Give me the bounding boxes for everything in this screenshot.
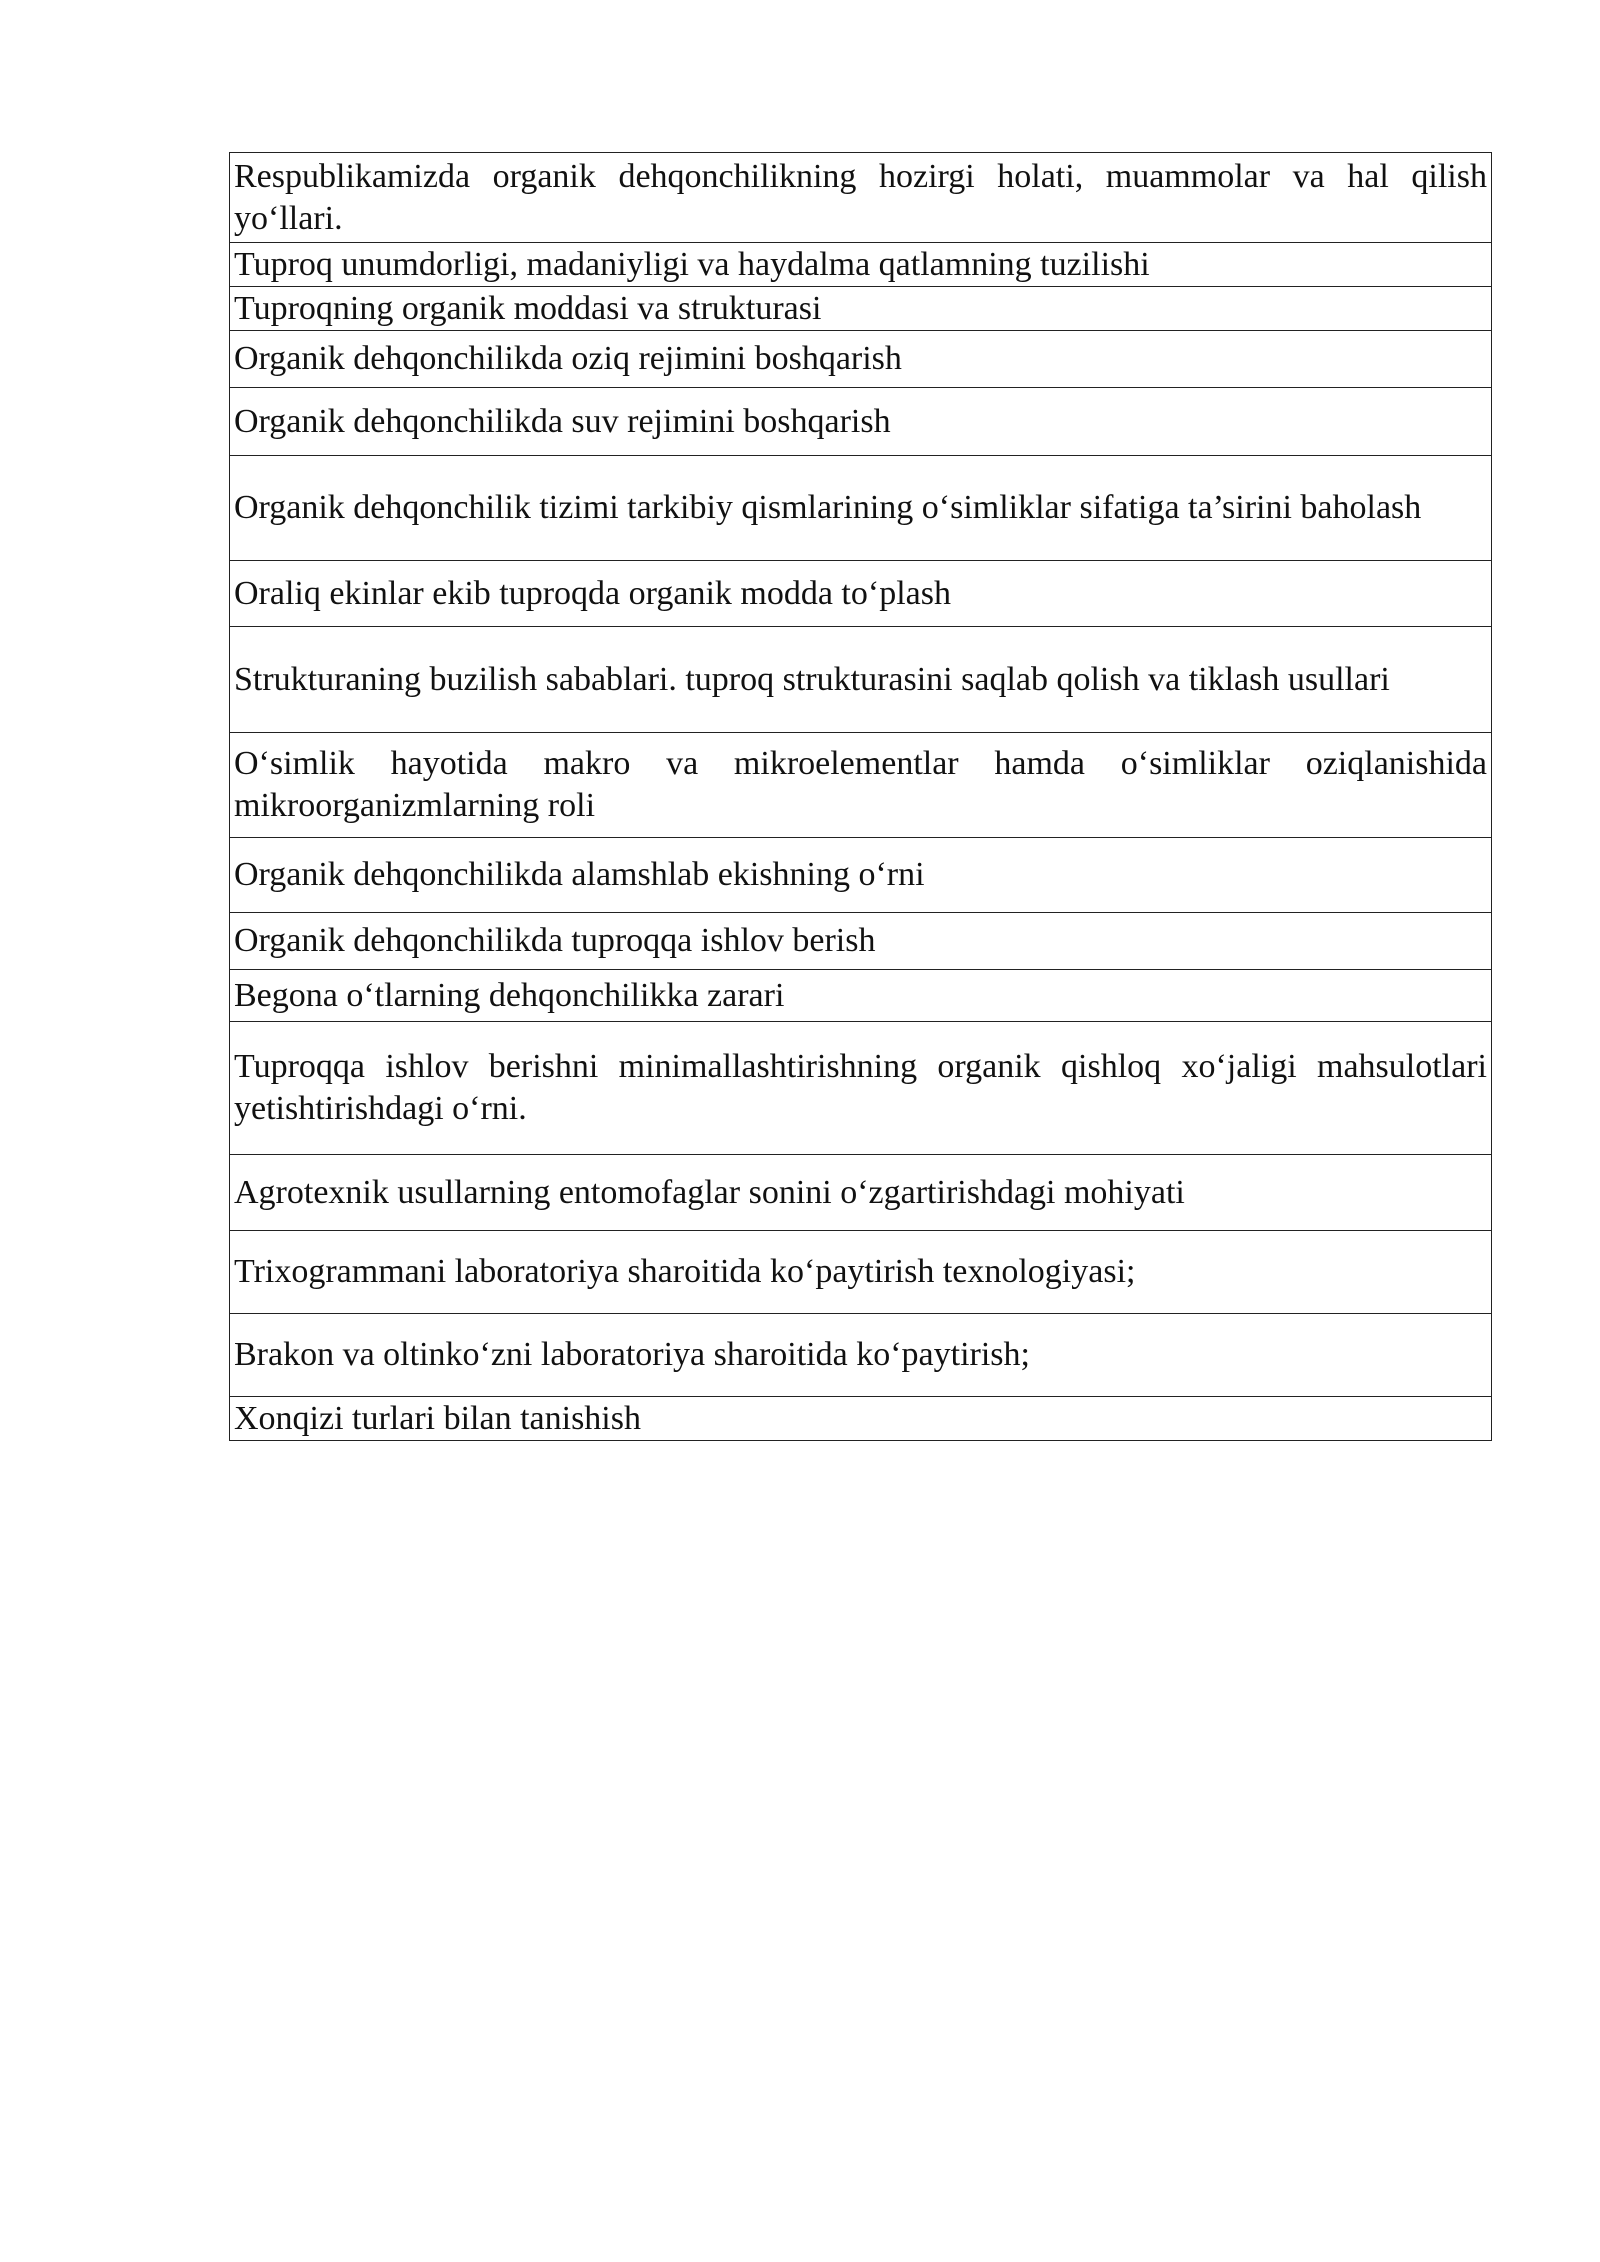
table-row — [230, 331, 1492, 388]
table-row — [230, 1314, 1492, 1397]
topic-cell: Organik dehqonchilikda oziq rejimini boshqarish — [230, 331, 1492, 388]
table-row — [230, 838, 1492, 913]
table-row — [230, 456, 1492, 561]
table-row — [230, 287, 1492, 331]
table-row — [230, 1231, 1492, 1314]
topics-table — [229, 152, 1492, 1441]
topic-cell: Strukturaning buzilish sabablari. tuproq strukturasini saqlab qolish va tiklash usullari — [230, 627, 1492, 733]
table-row — [230, 1397, 1492, 1441]
topic-cell: O‘simlik hayotida makro va mikroelementlar hamda o‘simliklar oziqlanishida mikroorganizmlarning roli — [230, 733, 1492, 838]
topic-cell: Oraliq ekinlar ekib tuproqda organik modda to‘plash — [230, 561, 1492, 627]
topic-cell: Xonqizi turlari bilan tanishish — [230, 1397, 1492, 1441]
topic-cell: Agrotexnik usullarning entomofaglar sonini o‘zgartirishdagi mohiyati — [230, 1155, 1492, 1231]
table-row — [230, 1022, 1492, 1155]
table-row — [230, 388, 1492, 456]
topic-cell: Organik dehqonchilikda suv rejimini boshqarish — [230, 388, 1492, 456]
table-row — [230, 153, 1492, 243]
table-row — [230, 970, 1492, 1022]
topic-cell: Organik dehqonchilikda alamshlab ekishning o‘rni — [230, 838, 1492, 913]
topic-cell: Tuproq unumdorligi, madaniyligi va haydalma qatlamning tuzilishi — [230, 243, 1492, 287]
table-row — [230, 913, 1492, 970]
topic-cell: Begona o‘tlarning dehqonchilikka zarari — [230, 970, 1492, 1022]
table-row — [230, 627, 1492, 733]
topic-cell: Organik dehqonchilik tizimi tarkibiy qismlarining o‘simliklar sifatiga ta’sirini baholash — [230, 456, 1492, 561]
table-row — [230, 733, 1492, 838]
table-row — [230, 243, 1492, 287]
topic-cell: Trixogrammani laboratoriya sharoitida ko‘paytirish texnologiyasi; — [230, 1231, 1492, 1314]
table-row — [230, 561, 1492, 627]
table-row — [230, 1155, 1492, 1231]
topic-cell: Organik dehqonchilikda tuproqqa ishlov berish — [230, 913, 1492, 970]
topic-cell: Respublikamizda organik dehqonchilikning hozirgi holati, muammolar va hal qilish yo‘llari. — [230, 153, 1492, 243]
topic-cell: Tuproqning organik moddasi va strukturasi — [230, 287, 1492, 331]
topic-cell: Tuproqqa ishlov berishni minimallashtirishning organik qishloq xo‘jaligi mahsulotlari yetishtirishdagi o‘rni. — [230, 1022, 1492, 1155]
topic-cell: Brakon va oltinko‘zni laboratoriya sharoitida ko‘paytirish; — [230, 1314, 1492, 1397]
